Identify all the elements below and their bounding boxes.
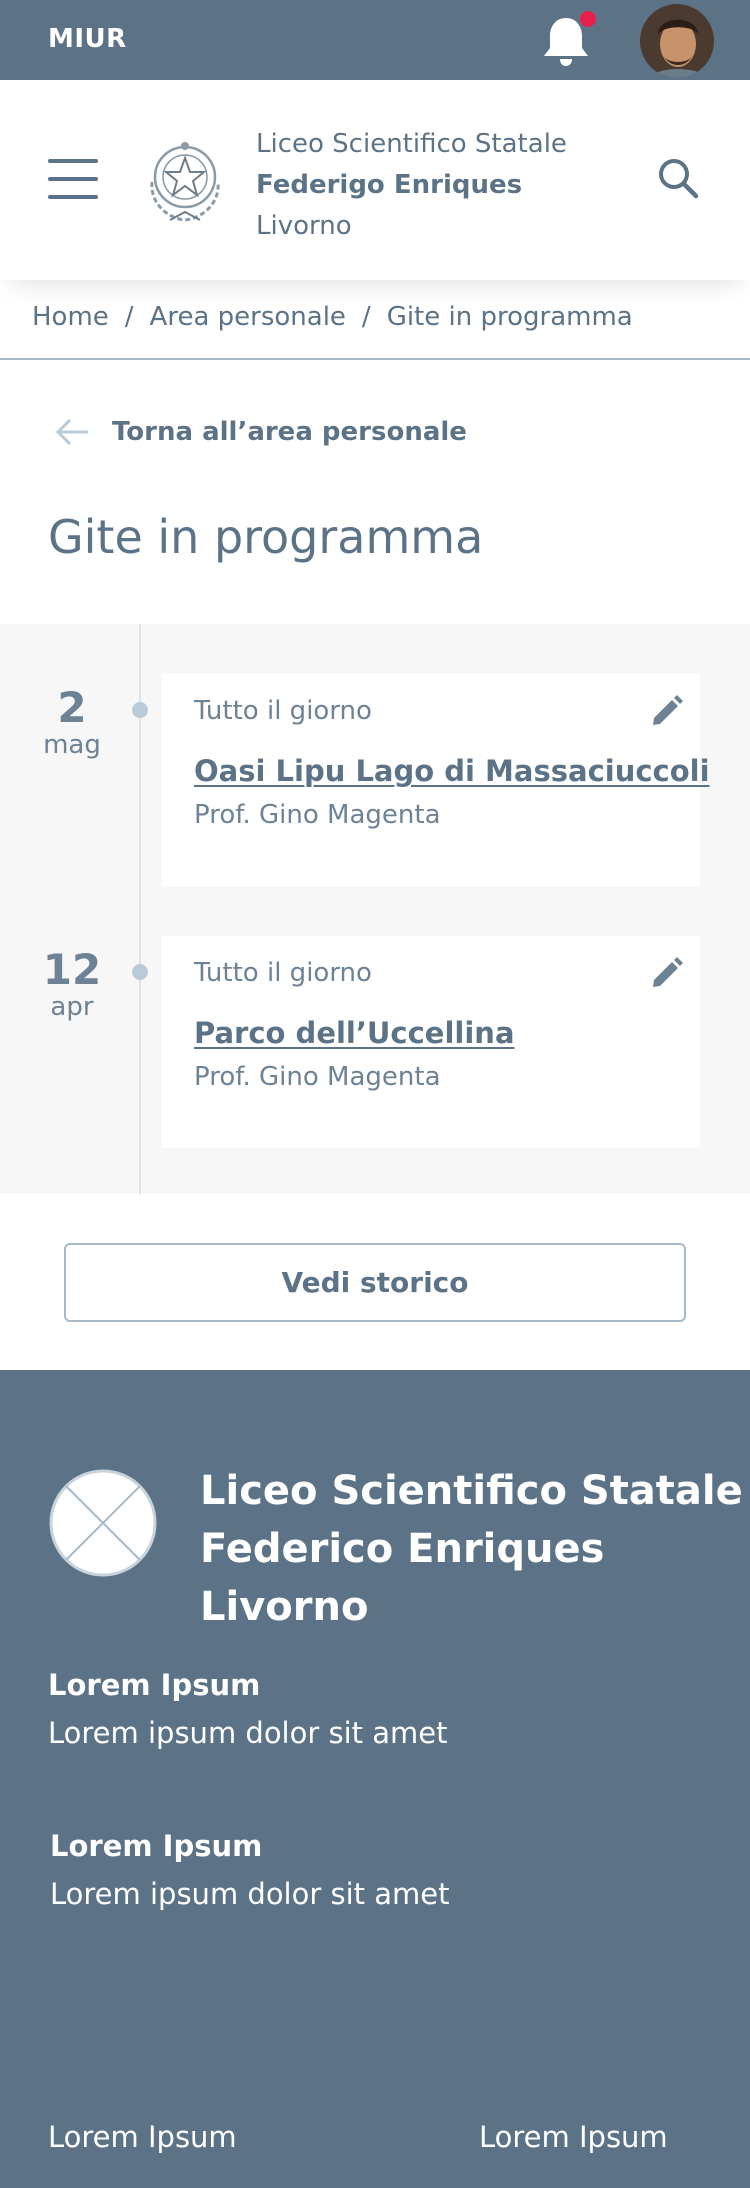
event-teacher: Prof. Gino Magenta	[194, 800, 441, 830]
pencil-icon	[650, 956, 684, 990]
view-history-button[interactable]: Vedi storico	[64, 1243, 686, 1322]
breadcrumb-divider	[0, 358, 750, 360]
breadcrumb-separator: /	[361, 302, 371, 332]
site-header	[0, 80, 750, 280]
site-footer	[0, 1370, 750, 2188]
back-link-label: Torna all’area personale	[112, 417, 467, 447]
edit-button[interactable]	[650, 694, 684, 728]
edit-button[interactable]	[650, 956, 684, 990]
footer-block-title: Lorem Ipsum	[48, 1668, 261, 1702]
timeline-dot	[132, 702, 148, 718]
event-teacher: Prof. Gino Magenta	[194, 1062, 441, 1092]
pencil-icon	[650, 694, 684, 728]
top-bar	[0, 0, 750, 80]
event-day: 12	[42, 945, 102, 994]
breadcrumb-home[interactable]: Home	[32, 302, 109, 332]
logo-placeholder-icon	[48, 1468, 158, 1578]
footer-school-type: Liceo Scientifico Statale	[200, 1468, 743, 1514]
notifications-button[interactable]	[540, 14, 592, 68]
page-title: Gite in programma	[48, 510, 484, 564]
event-time: Tutto il giorno	[194, 958, 372, 988]
arrow-left-icon	[54, 414, 90, 450]
school-city: Livorno	[256, 211, 352, 241]
school-type: Liceo Scientifico Statale	[256, 129, 567, 159]
event-time: Tutto il giorno	[194, 696, 372, 726]
event-month: apr	[50, 992, 94, 1022]
event-card	[162, 936, 700, 1148]
back-link[interactable]	[54, 412, 467, 452]
event-title-link[interactable]: Parco dell’Uccellina	[194, 1016, 515, 1050]
timeline-dot	[132, 964, 148, 980]
event-month: mag	[43, 730, 101, 760]
miur-brand[interactable]: MIUR	[48, 24, 127, 54]
event-date	[24, 683, 120, 760]
hamburger-icon[interactable]	[48, 159, 98, 199]
footer-link[interactable]: Lorem Ipsum	[48, 2120, 237, 2154]
footer-block-text: Lorem ipsum dolor sit amet	[48, 1716, 448, 1750]
event-day: 2	[57, 683, 87, 732]
avatar-image	[640, 4, 714, 78]
breadcrumb-area-personale[interactable]: Area personale	[149, 302, 346, 332]
footer-block-title: Lorem Ipsum	[50, 1829, 263, 1863]
footer-school-city: Livorno	[200, 1584, 369, 1630]
school-name[interactable]	[256, 124, 567, 247]
event-title-link[interactable]: Oasi Lipu Lago di Massaciuccoli	[194, 754, 710, 788]
event-date	[24, 945, 120, 1022]
breadcrumb-separator: /	[124, 302, 134, 332]
republic-emblem-icon	[140, 132, 230, 227]
footer-link[interactable]: Lorem Ipsum	[479, 2120, 668, 2154]
footer-school-name	[200, 1462, 743, 1636]
search-button[interactable]	[656, 156, 700, 200]
footer-school-main: Federico Enriques	[200, 1526, 605, 1572]
breadcrumb	[32, 302, 633, 332]
search-icon	[656, 156, 700, 200]
user-avatar[interactable]	[640, 4, 714, 78]
breadcrumb-current: Gite in programma	[386, 302, 633, 332]
school-name-main: Federigo Enriques	[256, 170, 523, 200]
notification-badge	[577, 8, 599, 30]
trips-timeline	[0, 624, 750, 1194]
footer-block-text: Lorem ipsum dolor sit amet	[50, 1877, 450, 1911]
event-card	[162, 674, 710, 886]
